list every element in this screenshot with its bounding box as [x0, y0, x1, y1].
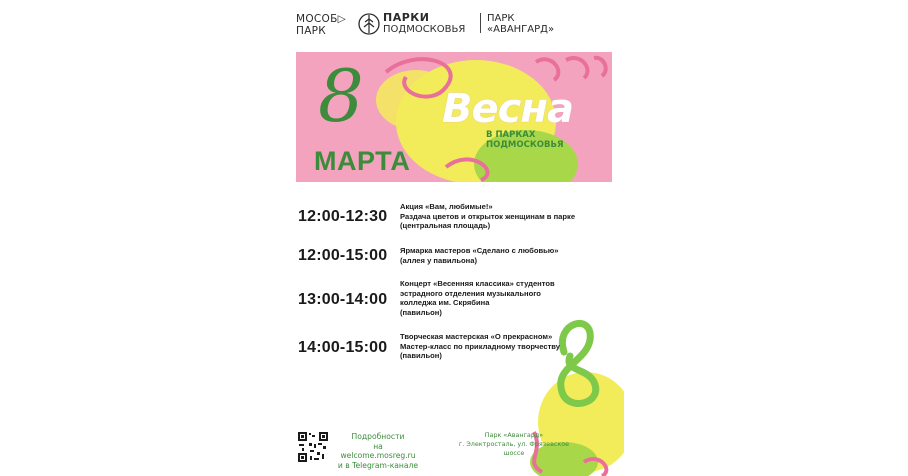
description-line: Ярмарка мастеров «Сделано с любовью»	[400, 246, 559, 255]
banner-subtitle-line2: ПОДМОСКОВЬЯ	[486, 140, 564, 150]
event-poster	[284, 0, 624, 476]
parki-podmoskovya-logo	[383, 12, 465, 35]
address-street: г. Электросталь, ул. Фрязевское шоссе	[458, 440, 570, 457]
mosoblpark-logo-line2: ПАРК	[296, 25, 327, 37]
park-logo-line2: «АВАНГАРД»	[487, 24, 555, 35]
description-line: (центральная площадь)	[400, 221, 491, 231]
mosoblpark-logo	[296, 13, 346, 37]
mosoblpark-logo-line1: МОСОБ▷	[296, 13, 346, 25]
banner-day-number: 8	[318, 54, 364, 138]
park-avangard-logo	[487, 13, 554, 35]
banner-month: МАРТА	[314, 146, 411, 176]
details-telegram: и в Telegram-канале	[337, 460, 419, 470]
schedule-time: 12:00-12:30	[298, 208, 388, 225]
details-info	[336, 432, 420, 470]
description-line: Мастер-класс по прикладному творчеству	[400, 341, 560, 351]
schedule-time: 13:00-14:00	[298, 291, 388, 308]
description-line: колледжа им. Скрябина	[400, 298, 490, 308]
description-line: Концерт «Весенняя классика» студентов	[400, 279, 555, 288]
qr-code-icon[interactable]	[298, 432, 328, 462]
description-line: Акция «Вам, любимые!»	[400, 202, 493, 211]
spring-banner	[296, 52, 612, 182]
schedule-description	[400, 279, 555, 317]
details-line1: Подробности	[351, 432, 405, 441]
description-line: Раздача цветов и открыток женщинам в парке	[400, 211, 576, 221]
details-link[interactable]: на welcome.mosreg.ru	[340, 441, 416, 460]
description-line: (павильон)	[400, 307, 442, 317]
park-logo-line1: ПАРК	[487, 13, 515, 24]
schedule-description	[400, 246, 559, 265]
schedule-description	[400, 202, 575, 231]
description-line: (аллея у павильона)	[400, 255, 478, 265]
description-line: Творческая мастерская «О прекрасном»	[400, 332, 553, 341]
logo-divider	[480, 13, 481, 33]
description-line: эстрадного отделения музыкального	[400, 288, 541, 298]
address-park-name: Парк «Авангард»	[484, 431, 544, 439]
banner-subtitle-line1: В ПАРКАХ	[486, 130, 536, 140]
parki-podmoskovya-leaf-icon	[358, 12, 380, 36]
schedule-description	[400, 332, 560, 361]
schedule-time: 12:00-15:00	[298, 247, 388, 264]
parki-logo-line2: ПОДМОСКОВЬЯ	[383, 24, 466, 35]
schedule-time: 14:00-15:00	[298, 339, 388, 356]
banner-title: Весна	[442, 86, 573, 132]
description-line: (павильон)	[400, 351, 442, 361]
banner-subtitle	[486, 130, 564, 150]
park-address	[454, 431, 574, 458]
parki-logo-line1: ПАРКИ	[383, 11, 430, 24]
